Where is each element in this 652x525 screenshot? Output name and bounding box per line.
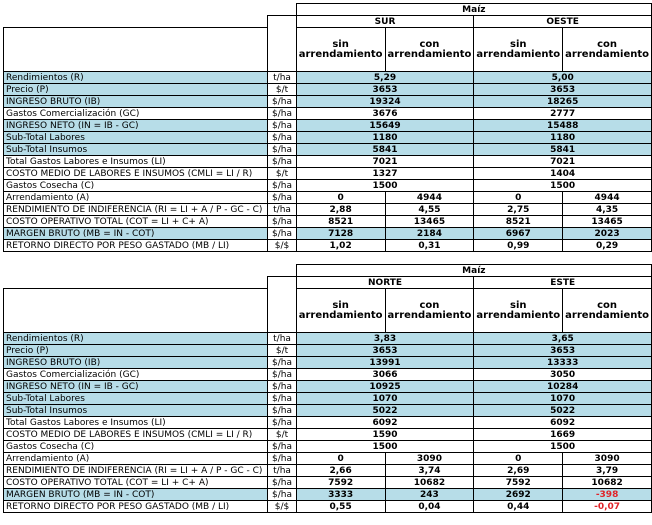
- row-label: Sub-Total Labores: [4, 132, 268, 144]
- row-unit: $/ha: [268, 96, 296, 108]
- value-cell: 1404: [474, 168, 652, 180]
- table-row: [4, 393, 652, 405]
- value-cell: 3090: [563, 453, 652, 465]
- value-cell: 1500: [296, 180, 474, 192]
- value-cell: 18265: [474, 96, 652, 108]
- table-row: [4, 216, 652, 228]
- value-cell: 0,55: [296, 501, 385, 513]
- subcol-header: con arrendamiento: [385, 289, 474, 333]
- subcol-header: sin arrendamiento: [296, 289, 385, 333]
- value-cell: 1180: [296, 132, 474, 144]
- value-cell: 3090: [385, 453, 474, 465]
- row-label: Arrendamiento (A): [4, 453, 268, 465]
- value-cell: 19324: [296, 96, 474, 108]
- row-label: Gastos Cosecha (C): [4, 441, 268, 453]
- zone-header: NORTE: [296, 277, 474, 289]
- value-cell: 3653: [474, 345, 652, 357]
- value-cell: 0,44: [474, 501, 563, 513]
- value-cell: 243: [385, 489, 474, 501]
- table-row: [4, 144, 652, 156]
- row-unit: t/ha: [268, 72, 296, 84]
- row-unit: $/ha: [268, 441, 296, 453]
- margin-table-2: [3, 264, 652, 513]
- table-row: [4, 465, 652, 477]
- row-label: INGRESO NETO (IN = IB - GC): [4, 120, 268, 132]
- value-cell: 1327: [296, 168, 474, 180]
- value-cell: 0: [296, 192, 385, 204]
- value-cell: -398: [563, 489, 652, 501]
- table-row: [4, 120, 652, 132]
- value-cell: 0,29: [563, 240, 652, 252]
- row-label: INGRESO NETO (IN = IB - GC): [4, 381, 268, 393]
- row-unit: $/t: [268, 168, 296, 180]
- value-cell: 4,55: [385, 204, 474, 216]
- row-unit: t/ha: [268, 333, 296, 345]
- table-row: [4, 501, 652, 513]
- zone-header: OESTE: [474, 16, 652, 28]
- value-cell: 2,69: [474, 465, 563, 477]
- value-cell: 6967: [474, 228, 563, 240]
- row-unit: $/ha: [268, 405, 296, 417]
- table-row: [4, 489, 652, 501]
- value-cell: 5841: [474, 144, 652, 156]
- value-cell: 1500: [296, 441, 474, 453]
- row-label: Arrendamiento (A): [4, 192, 268, 204]
- value-cell: 3653: [474, 84, 652, 96]
- value-cell: 2184: [385, 228, 474, 240]
- value-cell: 7021: [296, 156, 474, 168]
- value-cell: 2,75: [474, 204, 563, 216]
- table-row: [4, 192, 652, 204]
- row-label: Sub-Total Insumos: [4, 405, 268, 417]
- value-cell: 3,83: [296, 333, 474, 345]
- table-row: [4, 417, 652, 429]
- row-unit: $/ha: [268, 393, 296, 405]
- subcol-header: con arrendamiento: [385, 28, 474, 72]
- row-unit: $/ha: [268, 477, 296, 489]
- value-cell: 4,35: [563, 204, 652, 216]
- row-unit: $/ha: [268, 417, 296, 429]
- table-row: [4, 369, 652, 381]
- value-cell: 15649: [296, 120, 474, 132]
- value-cell: 5,00: [474, 72, 652, 84]
- value-cell: 2,66: [296, 465, 385, 477]
- row-label: INGRESO BRUTO (IB): [4, 357, 268, 369]
- value-cell: 6092: [296, 417, 474, 429]
- value-cell: 2,88: [296, 204, 385, 216]
- value-cell: 10925: [296, 381, 474, 393]
- zone-header: SUR: [296, 16, 474, 28]
- table-row: [4, 132, 652, 144]
- row-unit: $/ha: [268, 453, 296, 465]
- table-row: [4, 453, 652, 465]
- value-cell: 13465: [385, 216, 474, 228]
- value-cell: 3653: [296, 84, 474, 96]
- table-row: [4, 84, 652, 96]
- value-cell: 1500: [474, 180, 652, 192]
- row-unit: t/ha: [268, 465, 296, 477]
- value-cell: 13991: [296, 357, 474, 369]
- value-cell: 5022: [474, 405, 652, 417]
- row-unit: $/ha: [268, 381, 296, 393]
- value-cell: 2692: [474, 489, 563, 501]
- row-unit: $/ha: [268, 144, 296, 156]
- table-row: [4, 240, 652, 252]
- value-cell: 13465: [563, 216, 652, 228]
- value-cell: 0: [474, 453, 563, 465]
- value-cell: 7021: [474, 156, 652, 168]
- row-unit: $/$: [268, 240, 296, 252]
- row-unit: $/t: [268, 429, 296, 441]
- row-label: INGRESO BRUTO (IB): [4, 96, 268, 108]
- table-row: [4, 429, 652, 441]
- value-cell: 7128: [296, 228, 385, 240]
- row-unit: $/ha: [268, 216, 296, 228]
- subcol-header: con arrendamiento: [563, 289, 652, 333]
- value-cell: 1590: [296, 429, 474, 441]
- row-unit: $/t: [268, 345, 296, 357]
- table-row: [4, 345, 652, 357]
- row-label: Precio (P): [4, 84, 268, 96]
- row-label: RETORNO DIRECTO POR PESO GASTADO (MB / LI): [4, 240, 268, 252]
- row-unit: $/ha: [268, 108, 296, 120]
- row-label: COSTO OPERATIVO TOTAL (COT = LI + C+ A): [4, 216, 268, 228]
- value-cell: 0,31: [385, 240, 474, 252]
- row-label: Total Gastos Labores e Insumos (LI): [4, 156, 268, 168]
- row-unit: $/ha: [268, 132, 296, 144]
- value-cell: 8521: [474, 216, 563, 228]
- value-cell: 2023: [563, 228, 652, 240]
- row-unit: $/ha: [268, 120, 296, 132]
- value-cell: 15488: [474, 120, 652, 132]
- value-cell: 1500: [474, 441, 652, 453]
- row-unit: $/ha: [268, 369, 296, 381]
- row-label: Sub-Total Labores: [4, 393, 268, 405]
- value-cell: 5022: [296, 405, 474, 417]
- value-cell: 2777: [474, 108, 652, 120]
- value-cell: 3,79: [563, 465, 652, 477]
- table-row: [4, 333, 652, 345]
- value-cell: 4944: [385, 192, 474, 204]
- table-row: [4, 381, 652, 393]
- value-cell: 3066: [296, 369, 474, 381]
- row-label: Precio (P): [4, 345, 268, 357]
- row-label: COSTO OPERATIVO TOTAL (COT = LI + C+ A): [4, 477, 268, 489]
- crop-header: Maíz: [296, 4, 651, 16]
- row-label: COSTO MEDIO DE LABORES E INSUMOS (CMLI = LI / R): [4, 168, 268, 180]
- table-2-body: [4, 265, 652, 513]
- table-row: [4, 96, 652, 108]
- row-unit: $/ha: [268, 180, 296, 192]
- value-cell: 7592: [474, 477, 563, 489]
- value-cell: 0,99: [474, 240, 563, 252]
- value-cell: 13333: [474, 357, 652, 369]
- crop-header: Maíz: [296, 265, 651, 277]
- value-cell: 3,65: [474, 333, 652, 345]
- zone-header: ESTE: [474, 277, 652, 289]
- margin-table-1: [3, 3, 652, 252]
- value-cell: 10682: [563, 477, 652, 489]
- table-row: [4, 72, 652, 84]
- value-cell: 3,74: [385, 465, 474, 477]
- row-unit: $/$: [268, 501, 296, 513]
- table-row: [4, 357, 652, 369]
- row-label: Gastos Comercialización (GC): [4, 108, 268, 120]
- value-cell: 10284: [474, 381, 652, 393]
- table-row: [4, 168, 652, 180]
- table-row: [4, 156, 652, 168]
- row-label: Sub-Total Insumos: [4, 144, 268, 156]
- value-cell: 7592: [296, 477, 385, 489]
- row-label: Gastos Comercialización (GC): [4, 369, 268, 381]
- table-row: [4, 204, 652, 216]
- row-unit: t/ha: [268, 204, 296, 216]
- value-cell: 6092: [474, 417, 652, 429]
- row-label: MARGEN BRUTO (MB = IN - COT): [4, 489, 268, 501]
- value-cell: 10682: [385, 477, 474, 489]
- row-unit: $/ha: [268, 489, 296, 501]
- row-label: Rendimientos (R): [4, 333, 268, 345]
- value-cell: 1070: [296, 393, 474, 405]
- row-label: RENDIMIENTO DE INDIFERENCIA (RI = LI + A / P - GC - C): [4, 465, 268, 477]
- row-label: Total Gastos Labores e Insumos (LI): [4, 417, 268, 429]
- value-cell: 3333: [296, 489, 385, 501]
- row-unit: $/t: [268, 84, 296, 96]
- row-label: Rendimientos (R): [4, 72, 268, 84]
- row-unit: $/ha: [268, 192, 296, 204]
- row-unit: $/ha: [268, 357, 296, 369]
- table-1-body: [4, 4, 652, 252]
- row-unit: $/ha: [268, 156, 296, 168]
- table-row: [4, 108, 652, 120]
- table-row: [4, 441, 652, 453]
- value-cell: -0,07: [563, 501, 652, 513]
- row-label: RETORNO DIRECTO POR PESO GASTADO (MB / LI): [4, 501, 268, 513]
- value-cell: 1669: [474, 429, 652, 441]
- row-label: COSTO MEDIO DE LABORES E INSUMOS (CMLI = LI / R): [4, 429, 268, 441]
- value-cell: 1070: [474, 393, 652, 405]
- subcol-header: sin arrendamiento: [474, 28, 563, 72]
- table-row: [4, 477, 652, 489]
- row-label: Gastos Cosecha (C): [4, 180, 268, 192]
- value-cell: 3653: [296, 345, 474, 357]
- subcol-header: con arrendamiento: [563, 28, 652, 72]
- value-cell: 3050: [474, 369, 652, 381]
- value-cell: 1180: [474, 132, 652, 144]
- value-cell: 0: [296, 453, 385, 465]
- row-label: MARGEN BRUTO (MB = IN - COT): [4, 228, 268, 240]
- row-unit: $/ha: [268, 228, 296, 240]
- value-cell: 3676: [296, 108, 474, 120]
- value-cell: 1,02: [296, 240, 385, 252]
- subcol-header: sin arrendamiento: [474, 289, 563, 333]
- table-row: [4, 405, 652, 417]
- value-cell: 5,29: [296, 72, 474, 84]
- value-cell: 0: [474, 192, 563, 204]
- row-label: RENDIMIENTO DE INDIFERENCIA (RI = LI + A / P - GC - C): [4, 204, 268, 216]
- value-cell: 4944: [563, 192, 652, 204]
- subcol-header: sin arrendamiento: [296, 28, 385, 72]
- value-cell: 0,04: [385, 501, 474, 513]
- value-cell: 5841: [296, 144, 474, 156]
- table-row: [4, 180, 652, 192]
- value-cell: 8521: [296, 216, 385, 228]
- table-row: [4, 228, 652, 240]
